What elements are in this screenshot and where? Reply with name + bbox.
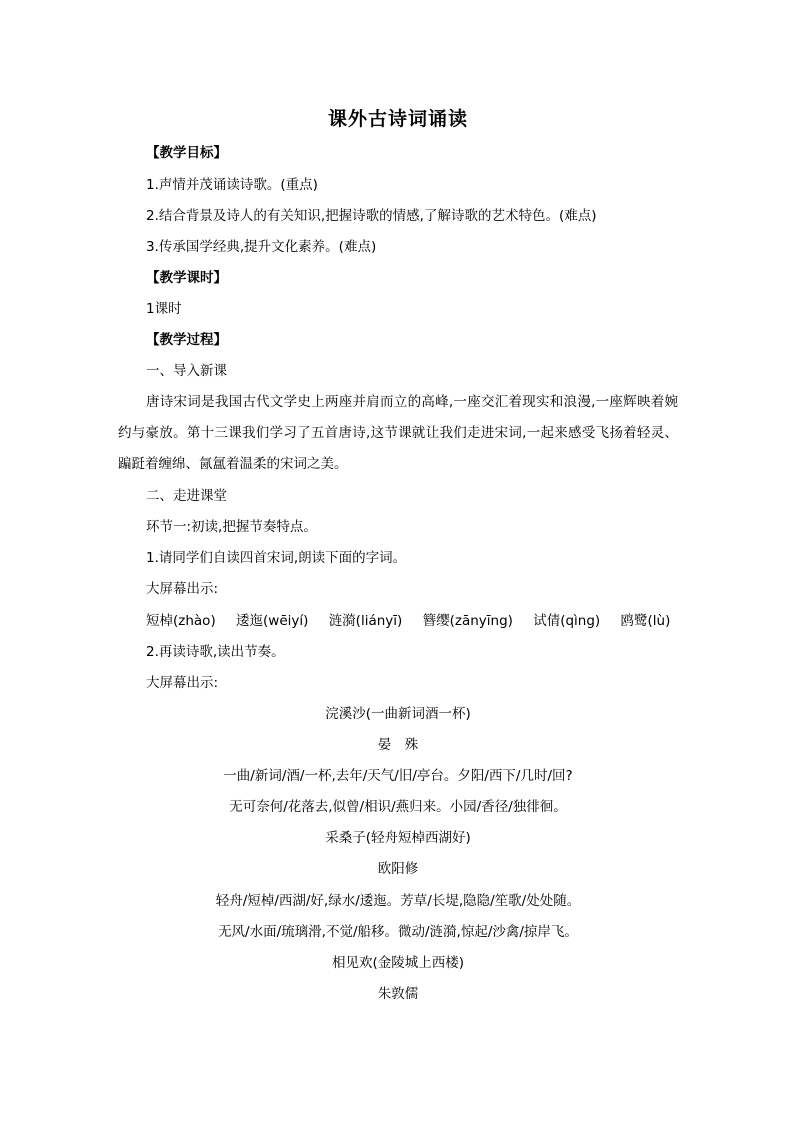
screen-label: 大屏幕出示: <box>146 675 219 691</box>
screen-label: 大屏幕出示: <box>146 581 219 597</box>
poem-author: 朱敦儒 <box>377 986 419 1002</box>
poem-title: 浣溪沙(一曲新词酒一杯) <box>325 706 471 722</box>
step-one-text: 环节一:初读,把握节奏特点。 <box>146 519 317 535</box>
section-heading-class: 二、走进课堂 <box>146 488 227 504</box>
section-heading-intro: 一、导入新课 <box>146 363 227 379</box>
vocab-item: 试倩(qìng) <box>533 613 601 629</box>
hours-text: 1课时 <box>146 301 182 317</box>
poem-line: 无可奈何/花落去,似曾/相识/燕归来。小园/香径/独徘徊。 <box>229 799 567 815</box>
vocab-item: 涟漪(liányī) <box>328 613 403 629</box>
poem-title: 采桑子(轻舟短棹西湖好) <box>325 830 471 846</box>
task-one-text: 1.请同学们自读四首宋词,朗读下面的字词。 <box>146 550 407 566</box>
task-two-text: 2.再读诗歌,读出节奏。 <box>146 644 285 660</box>
goal-item: 1.声情并茂诵读诗歌。(重点) <box>146 177 318 193</box>
goal-item: 2.结合背景及诗人的有关知识,把握诗歌的情感,了解诗歌的艺术特色。(难点) <box>146 208 597 224</box>
vocab-list <box>146 612 670 630</box>
intro-paragraph: 唐诗宋词是我国古代文学史上两座并肩而立的高峰,一座交汇着现实和浪漫,一座辉映着婉约与豪放。第十三课我们学习了五首唐诗,这节课就让我们走进宋词,一起来感受飞扬着轻灵、蹁跹着缠绵、氤氲着温柔的宋词之美。 <box>118 394 678 472</box>
poem-title: 相见欢(金陵城上西楼) <box>331 955 465 971</box>
poem-line: 一曲/新词/酒/一杯,去年/天气/旧/亭台。夕阳/西下/几时/回? <box>223 768 573 784</box>
process-heading: 【教学过程】 <box>146 332 227 348</box>
vocab-item: 短棹(zhào) <box>146 613 216 629</box>
goals-heading: 【教学目标】 <box>146 145 227 161</box>
poem-author: 欧阳修 <box>377 861 419 877</box>
goal-item: 3.传承国学经典,提升文化素养。(难点) <box>146 239 377 255</box>
document-title: 课外古诗词诵读 <box>327 108 468 130</box>
vocab-item: 鸥鹭(lù) <box>620 613 671 629</box>
poem-line: 轻舟/短棹/西湖/好,绿水/逶迤。芳草/长堤,隐隐/笙歌/处处随。 <box>215 893 581 909</box>
vocab-item: 簪缨(zānyīng) <box>422 613 513 629</box>
poem-author: 晏 殊 <box>377 737 419 753</box>
hours-heading: 【教学课时】 <box>146 270 227 286</box>
poem-line: 无风/水面/琉璃滑,不觉/船移。微动/涟漪,惊起/沙禽/掠岸飞。 <box>218 924 578 940</box>
vocab-item: 逶迤(wēiyí) <box>236 613 309 629</box>
